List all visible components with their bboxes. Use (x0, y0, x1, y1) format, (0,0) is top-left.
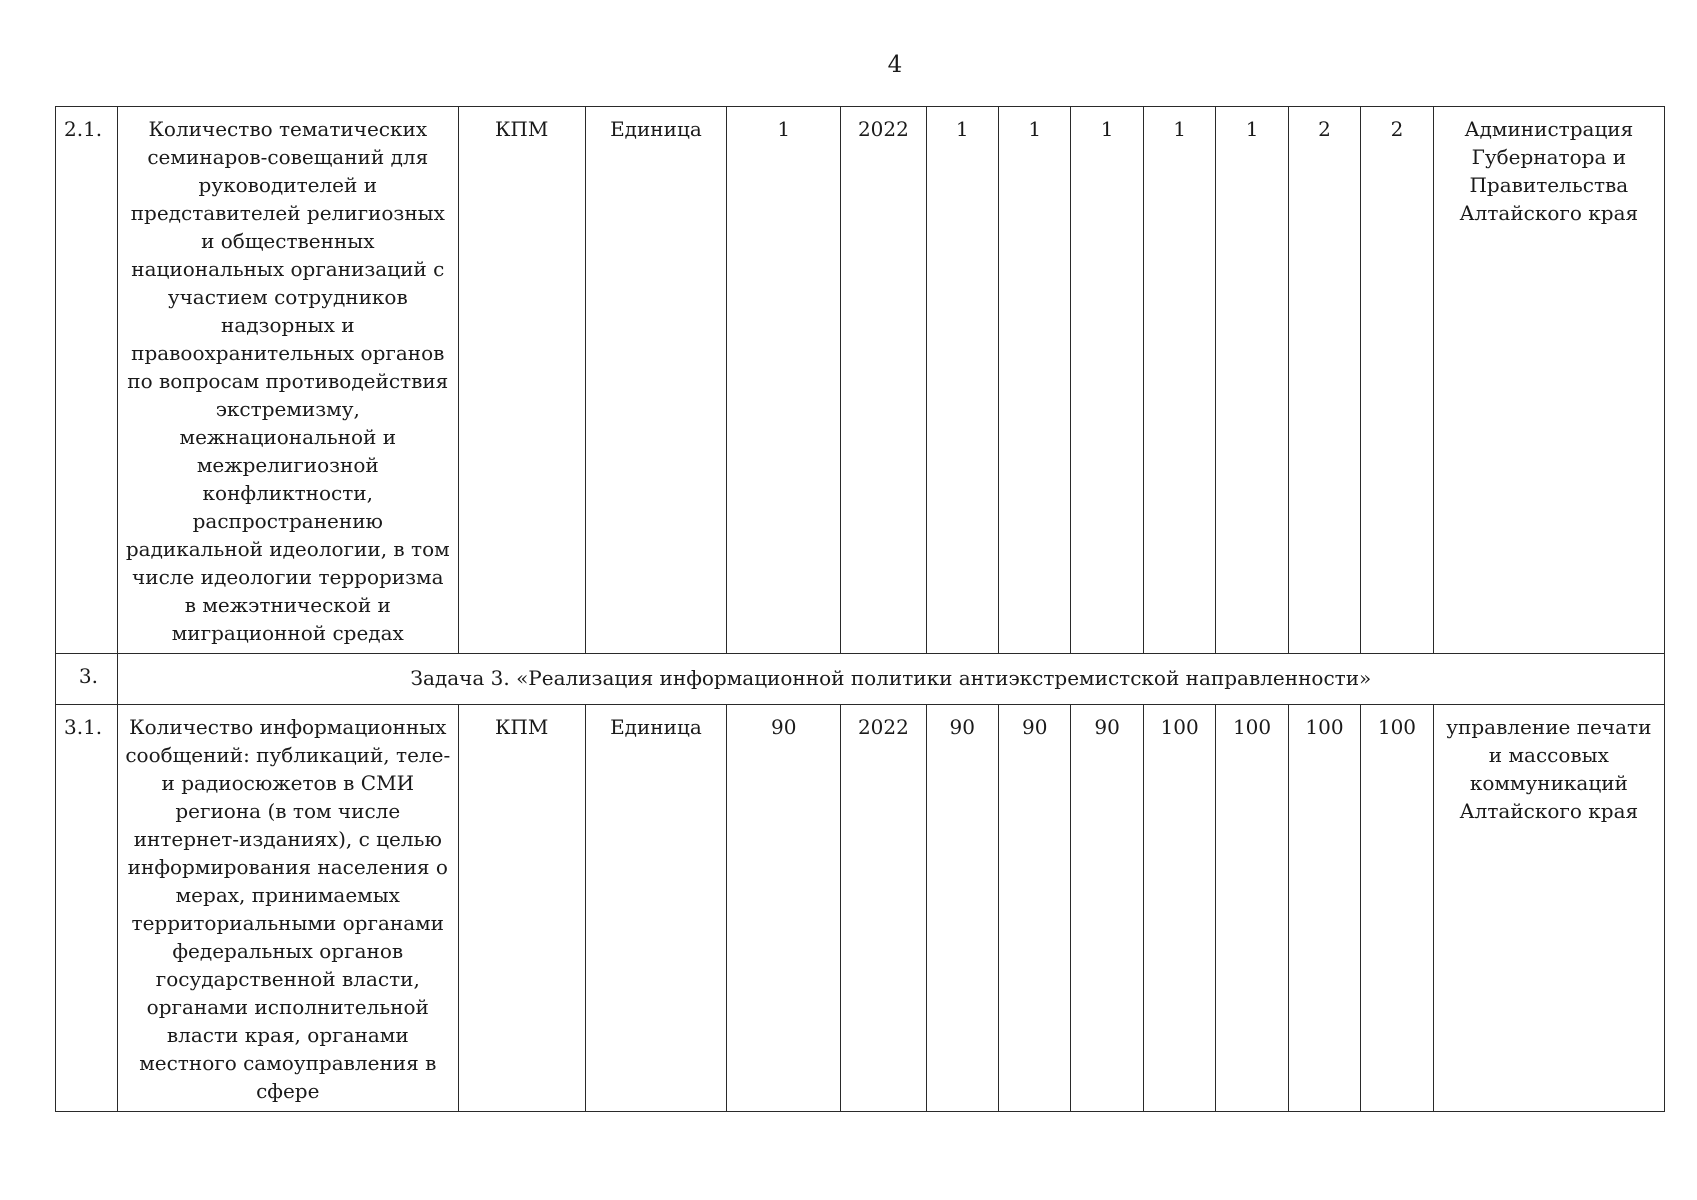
year-value: 100 (1143, 705, 1215, 1112)
base-year: 2022 (841, 107, 926, 654)
year-value: 1 (1216, 107, 1288, 654)
task-row (56, 654, 1665, 705)
page-number: 4 (887, 52, 903, 78)
base-value: 90 (727, 705, 841, 1112)
year-value: 90 (998, 705, 1070, 1112)
indicator-name: Количество тематических семинаров-совещаний для руководителей и представителей религиозных и общественных национальных организаций с участием сотрудников надзорных и правоохранительных органов по вопросам противодействия экстремизму, межнациональной и межрелигиозной конфликтности, распространению радикальной идеологии, в том числе идеологии терроризма в межэтнической и миграционной средах (117, 107, 458, 654)
task-title: Задача 3. «Реализация информационной политики антиэкстремистской направленности» (117, 654, 1664, 705)
indicator-name: Количество информационных сообщений: публикаций, теле- и радиосюжетов в СМИ региона (в том числе интернет-изданиях), с целью информирования населения о мерах, принимаемых территориальными органами федеральных органов государственной власти, органами исполнительной власти края, органами местного самоуправления в сфере (117, 705, 458, 1112)
year-value: 90 (1071, 705, 1143, 1112)
row-number: 2.1. (56, 107, 118, 654)
year-value: 2 (1288, 107, 1360, 654)
responsible-body: Администрация Губернатора и Правительства Алтайского края (1433, 107, 1664, 654)
year-value: 1 (1071, 107, 1143, 654)
row-number: 3.1. (56, 705, 118, 1112)
year-value: 100 (1288, 705, 1360, 1112)
year-value: 2 (1361, 107, 1433, 654)
base-year: 2022 (841, 705, 926, 1112)
table-row (56, 705, 1665, 1112)
indicator-type: КПМ (458, 705, 585, 1112)
year-value: 1 (998, 107, 1070, 654)
year-value: 100 (1361, 705, 1433, 1112)
unit-of-measure: Единица (585, 107, 727, 654)
indicator-type: КПМ (458, 107, 585, 654)
responsible-body: управление печати и массовых коммуникаций Алтайского края (1433, 705, 1664, 1112)
unit-of-measure: Единица (585, 705, 727, 1112)
row-number: 3. (56, 654, 118, 705)
year-value: 1 (926, 107, 998, 654)
indicators-table (55, 106, 1665, 1112)
table-row (56, 107, 1665, 654)
year-value: 90 (926, 705, 998, 1112)
year-value: 100 (1216, 705, 1288, 1112)
base-value: 1 (727, 107, 841, 654)
year-value: 1 (1143, 107, 1215, 654)
